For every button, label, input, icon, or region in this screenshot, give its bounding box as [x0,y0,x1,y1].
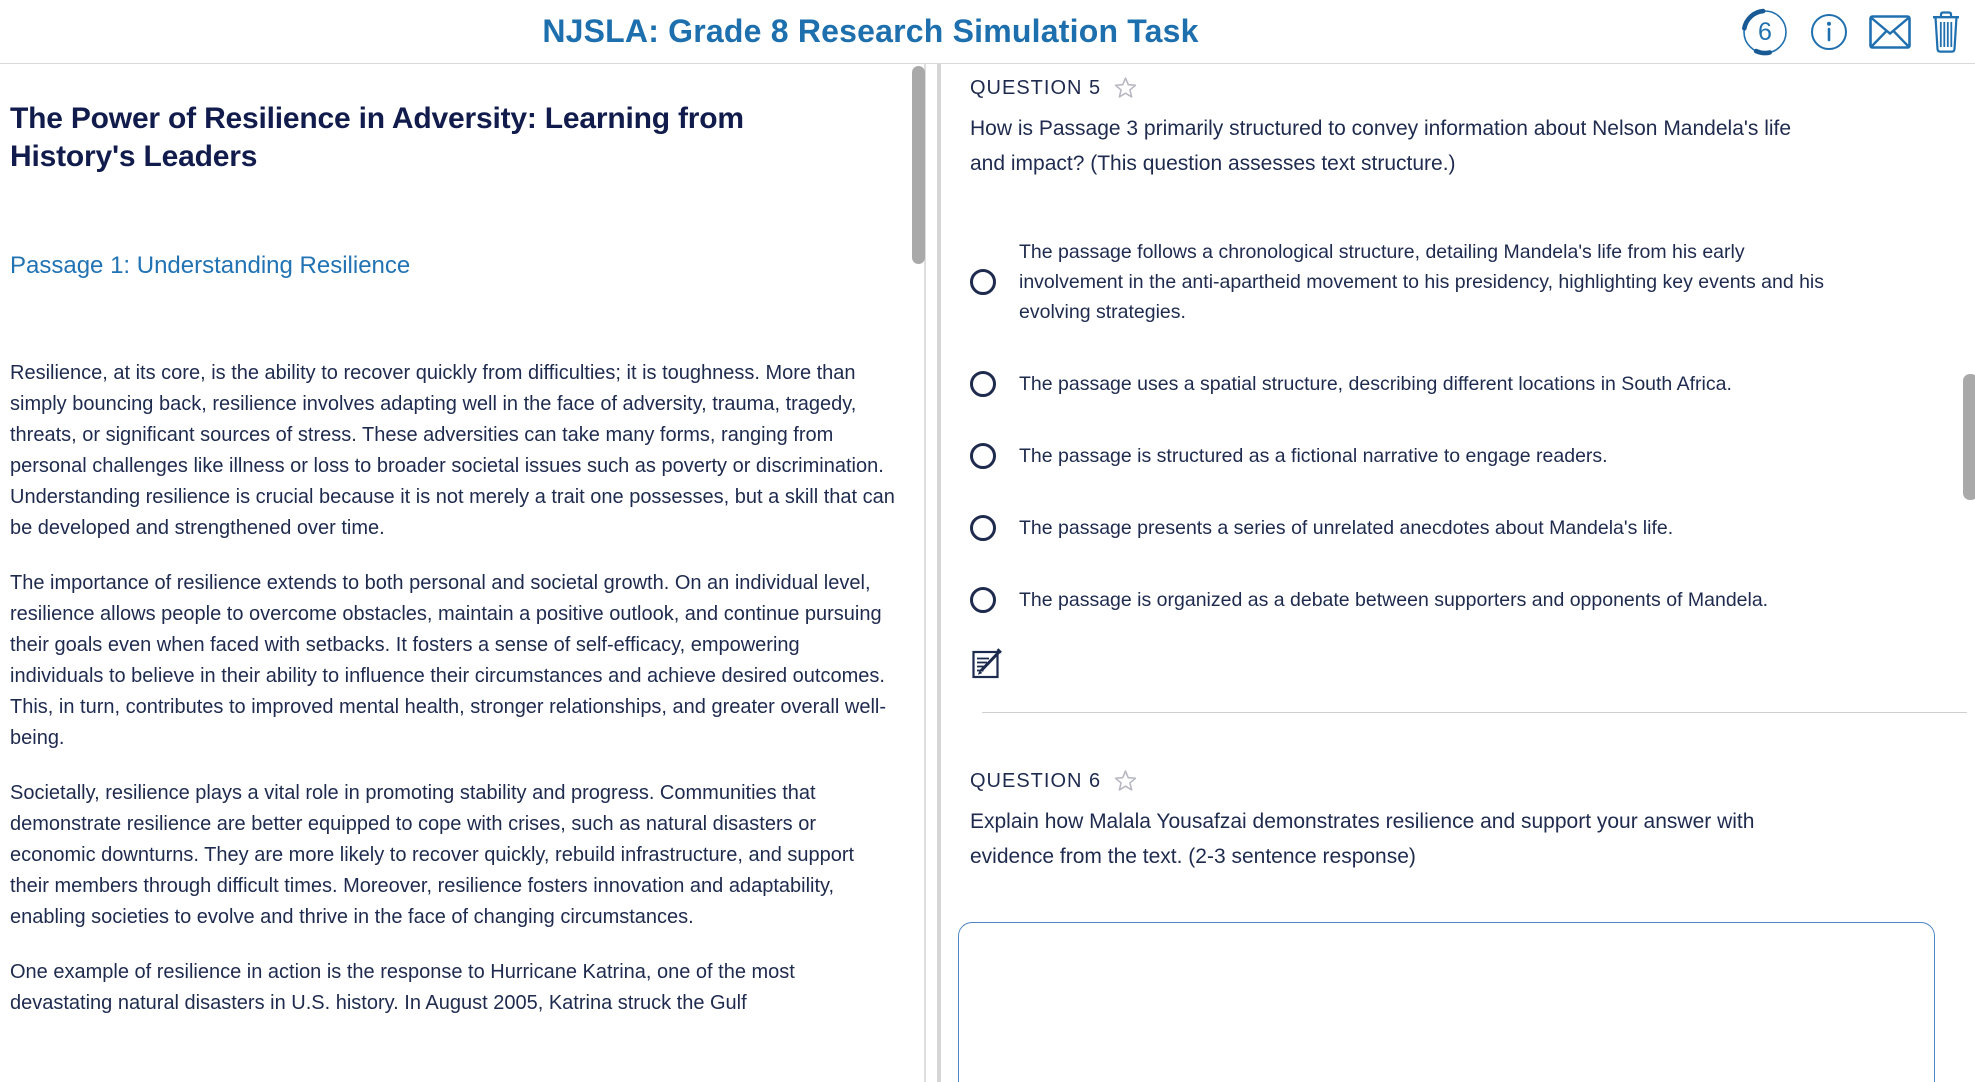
option-text: The passage presents a series of unrelated anecdotes about Mandela's life. [1019,517,1674,539]
mail-icon[interactable] [1869,15,1911,49]
radio-button[interactable] [970,515,996,541]
passage-section-heading: Passage 1: Understanding Resilience [10,252,411,279]
question-6-prompt: Explain how Malala Yousafzai demonstrates resilience and support your answer with evidence from the text. (2-3 sentence response) [970,810,1755,868]
option-text: The passage follows a chronological structure, detailing Mandela's life from his early involvement in the anti-apartheid movement to his presidency, highlighting key events and his evolving strategies. [1019,241,1825,323]
trash-icon[interactable] [1931,10,1961,54]
answer-option[interactable] [970,441,1935,471]
passage-paragraph: The importance of resilience extends to both personal and societal growth. On an individual level, resilience allows people to overcome obstacles, maintain a positive outlook, and continue pursuing their goals even when faced with setbacks. It fosters a sense of self-efficacy, empowering individuals to believe in their ability to influence their circumstances and achieve desired outcomes. This, in turn, contributes to improved mental health, stronger relationships, and greater overall well-being. [10,572,886,749]
passage-paragraph: One example of resilience in action is the response to Hurricane Katrina, one of the most devastating natural disasters in U.S. history. In August 2005, Katrina struck the Gulf [10,961,795,1014]
question-count-badge[interactable] [1741,8,1789,56]
question-5-block [970,76,1935,713]
radio-button[interactable] [970,371,996,397]
info-icon[interactable] [1809,12,1849,52]
passage-scrollbar-thumb[interactable] [912,66,925,264]
question-count-value: 6 [1758,17,1772,46]
passage-panel [0,64,926,1082]
answer-textarea[interactable] [958,922,1935,1082]
option-text: The passage uses a spatial structure, describing different locations in South Africa. [1019,373,1732,395]
question-6-label: QUESTION 6 [970,770,1102,792]
question-6-header [970,769,1935,794]
question-6-block [970,769,1935,1082]
page-title: NJSLA: Grade 8 Research Simulation Task [542,13,1199,49]
question-scrollbar-thumb[interactable] [1963,374,1975,500]
passage-body [10,358,896,1019]
bookmark-star-icon[interactable] [1113,76,1138,101]
edit-note-icon[interactable] [972,645,1006,682]
passage-title: The Power of Resilience in Adversity: Learning from History's Leaders [10,102,744,173]
question-5-prompt: How is Passage 3 primarily structured to convey information about Nelson Mandela's life and impact? (This question assesses text structure.) [970,117,1792,175]
question-5-options [970,237,1935,615]
passage-paragraph: Societally, resilience plays a vital role in promoting stability and progress. Communities that demonstrate resilience are better equipped to cope with crises, such as natural disasters or economic downturns. They are more likely to recover quickly, rebuild infrastructure, and support their members through difficult times. Moreover, resilience fosters innovation and adaptability, enabling societies to evolve and thrive in the face of changing circumstances. [10,782,855,928]
question-divider [982,712,1967,713]
radio-button[interactable] [970,269,996,295]
header [0,0,1975,64]
option-text: The passage is organized as a debate between supporters and opponents of Mandela. [1019,589,1769,611]
question-5-header [970,76,1935,101]
question-panel [941,64,1975,1082]
radio-button[interactable] [970,443,996,469]
answer-option[interactable] [970,237,1935,327]
passage-paragraph: Resilience, at its core, is the ability to recover quickly from difficulties; it is toughness. More than simply bouncing back, resilience involves adapting well in the face of adversity, trauma, tragedy, threats, or significant sources of stress. These adversities can take many forms, ranging from personal challenges like illness or loss to broader societal issues such as poverty or discrimination. Understanding resilience is crucial because it is not merely a trait one possesses, but a skill that can be developed and strengthened over time. [10,362,895,539]
radio-button[interactable] [970,587,996,613]
answer-option[interactable] [970,513,1935,543]
bookmark-star-icon[interactable] [1113,769,1138,794]
option-text: The passage is structured as a fictional narrative to engage readers. [1019,445,1608,467]
answer-option[interactable] [970,585,1935,615]
header-toolbar [1741,8,1975,56]
question-5-label: QUESTION 5 [970,77,1102,99]
answer-option[interactable] [970,369,1935,399]
